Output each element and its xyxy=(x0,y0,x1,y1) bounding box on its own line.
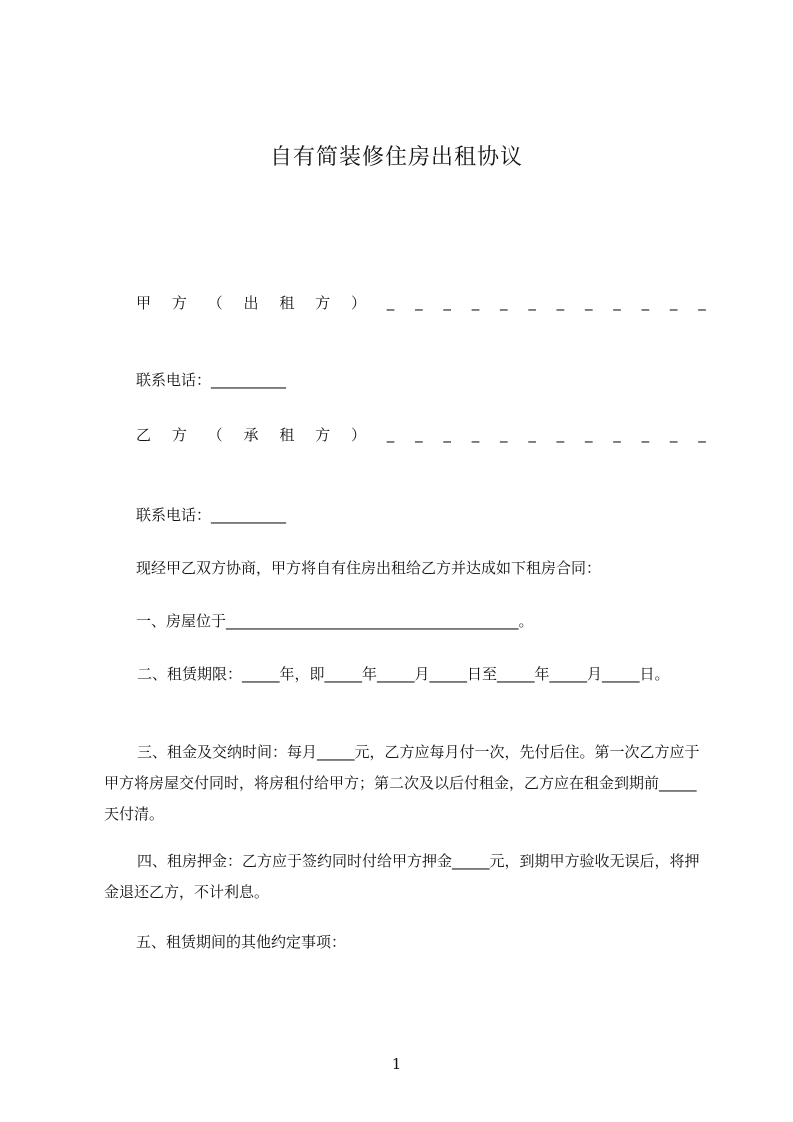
party-b-blank: _ xyxy=(386,425,395,443)
party-b-char: （ xyxy=(207,425,223,444)
clause-2-lease-term: 二、租赁期限：_____年，即_____年_____月_____日至_____年_____月_____日。 xyxy=(137,665,670,683)
party-b-char: 承 xyxy=(243,425,259,444)
clause-5-other-terms: 五、租赁期间的其他约定事项： xyxy=(136,933,347,951)
party-a-blank: _ xyxy=(613,293,621,311)
party-a-blank: _ xyxy=(415,293,423,311)
party-b-blank: _ xyxy=(669,425,678,443)
party-a-blank: _ xyxy=(641,293,650,311)
party-b-blank: _ xyxy=(584,425,593,443)
party-b-blank: _ xyxy=(641,425,650,443)
clause-3-rent-payment: 三、租金及交纳时间：每月_____元，乙方应每月付一次，先付后住。第一次乙方应于甲方将房屋交付同时，将房租付给甲方；第二次及以后付租金，乙方应在租金到期前_____天付清。 xyxy=(104,743,700,823)
party-a-blank: _ xyxy=(443,293,451,311)
party-a-blank: _ xyxy=(528,293,536,311)
party-a-blank: _ xyxy=(556,293,565,311)
party-b-blank: _ xyxy=(500,425,508,443)
party-b-line xyxy=(136,422,706,446)
party-a-line xyxy=(136,290,706,314)
party-a-char: 方 xyxy=(315,293,331,312)
party-a-char: 方 xyxy=(171,293,187,312)
party-a-blank: _ xyxy=(386,293,395,311)
party-b-char: 方 xyxy=(315,425,331,444)
party-b-blank: _ xyxy=(698,425,706,443)
page-number: 1 xyxy=(391,1055,402,1073)
clause-4-deposit: 四、租房押金：乙方应于签约同时付给甲方押金_____元，到期甲方验收无误后，将押金退还乙方，不计利息。 xyxy=(104,852,700,901)
party-a-blank: _ xyxy=(471,293,480,311)
party-a-blank: _ xyxy=(698,293,706,311)
party-a-blank: _ xyxy=(669,293,678,311)
party-b-char: 乙 xyxy=(136,425,152,444)
party-b-blank: _ xyxy=(443,425,451,443)
party-a-char: 甲 xyxy=(136,293,152,312)
page-title: 自有简装修住房出租协议 xyxy=(269,145,523,170)
party-b-char: ） xyxy=(350,425,366,444)
party-b-char: 方 xyxy=(171,425,187,444)
party-a-char: （ xyxy=(207,293,223,312)
intro-paragraph: 现经甲乙双方协商，甲方将自有住房出租给乙方并达成如下租房合同： xyxy=(136,559,602,577)
party-b-phone: 联系电话：__________ xyxy=(136,506,287,524)
party-b-blank: _ xyxy=(556,425,565,443)
party-a-char: 出 xyxy=(243,293,259,312)
party-b-blank: _ xyxy=(415,425,423,443)
clause-1-location: 一、房屋位于_______________________________________。 xyxy=(136,612,534,630)
party-a-phone: 联系电话：__________ xyxy=(136,371,287,389)
party-b-blank: _ xyxy=(613,425,621,443)
party-a-char: ） xyxy=(350,293,366,312)
party-a-blank: _ xyxy=(500,293,508,311)
party-a-blank: _ xyxy=(584,293,593,311)
party-b-blank: _ xyxy=(528,425,536,443)
party-b-blank: _ xyxy=(471,425,480,443)
party-b-char: 租 xyxy=(279,425,295,444)
party-a-char: 租 xyxy=(279,293,295,312)
